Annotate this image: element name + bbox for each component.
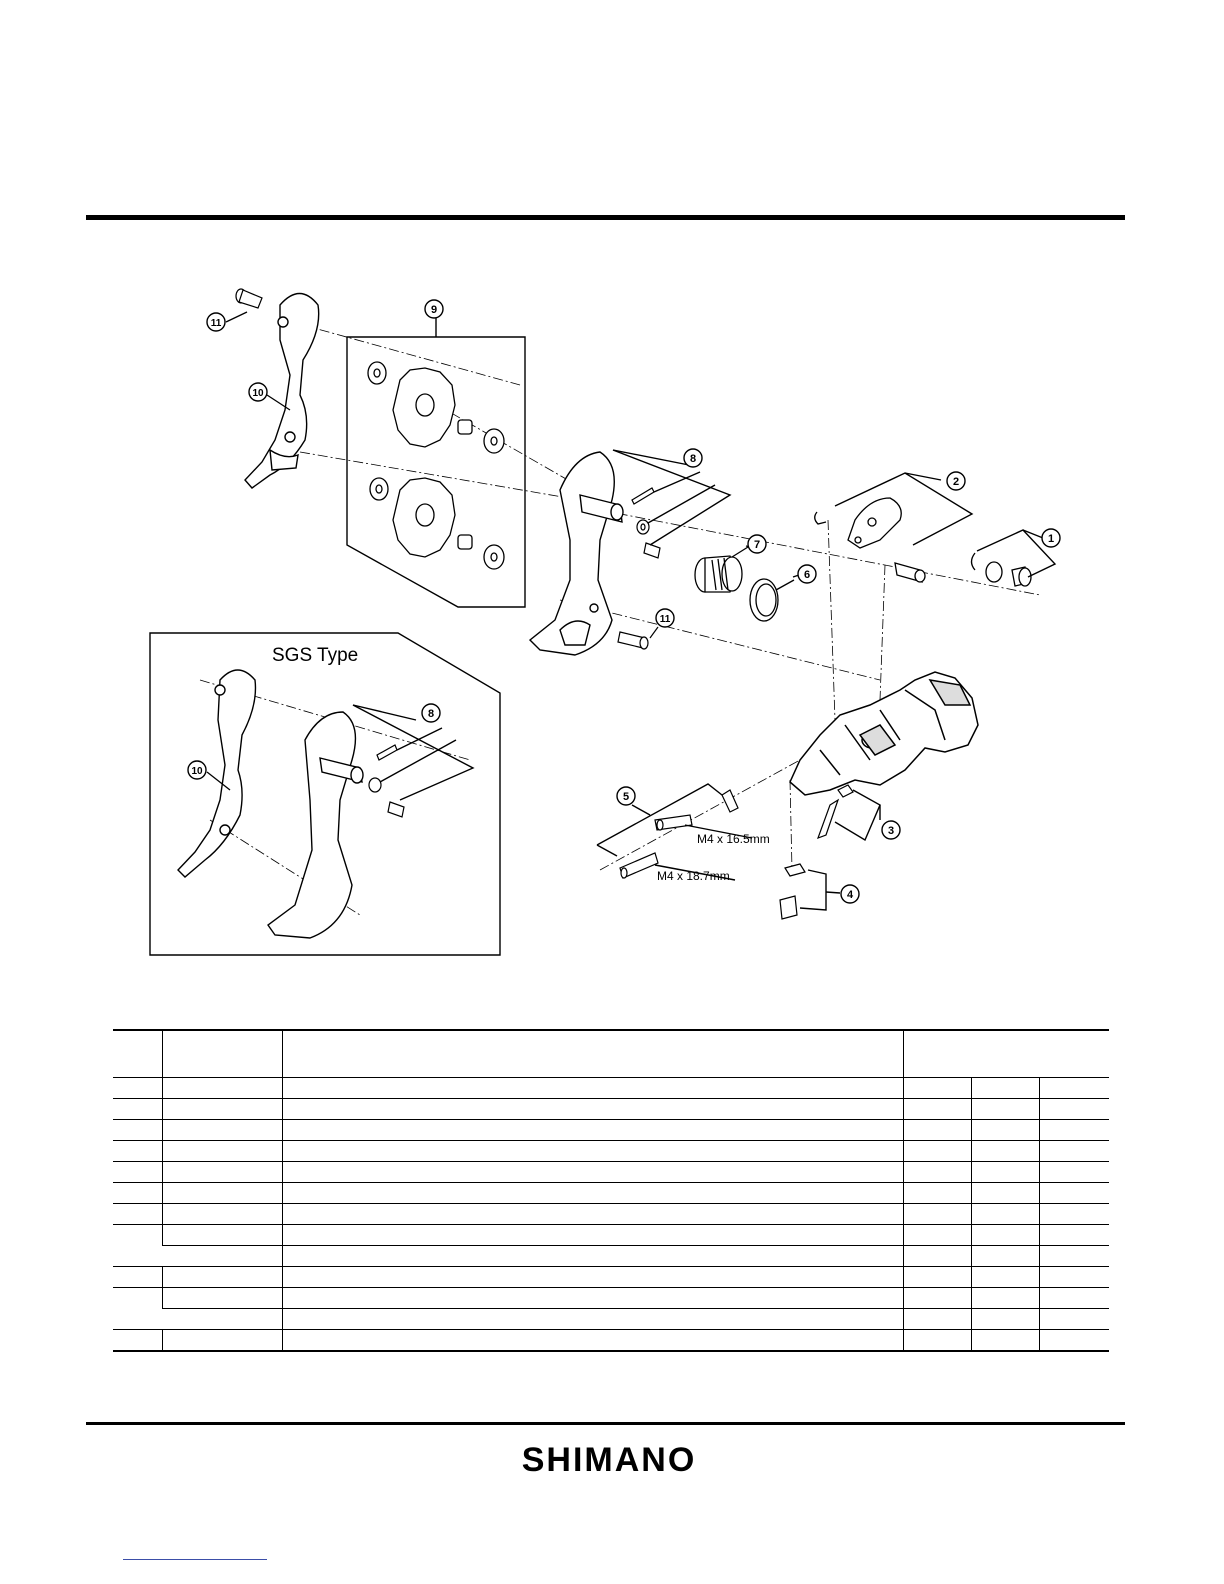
svg-text:11: 11 (659, 614, 671, 625)
pin-bolt-top (236, 289, 262, 308)
callout-7 (748, 535, 766, 553)
svg-text:5: 5 (622, 791, 630, 803)
svg-text:4: 4 (846, 889, 854, 901)
svg-text:SHIMANO: SHIMANO (521, 1441, 697, 1476)
table-row (113, 1288, 1109, 1309)
callout-bracket-8 (613, 450, 730, 545)
sgs-fixing-screws (369, 745, 404, 817)
svg-text:9: 9 (430, 304, 438, 316)
svg-text:10: 10 (252, 388, 264, 399)
callout-2 (947, 472, 965, 490)
pulley-lower (370, 478, 504, 569)
svg-text:1: 1 (1047, 533, 1055, 545)
callout-11-top (207, 313, 225, 331)
table-row (113, 1183, 1109, 1204)
table-row (113, 1099, 1109, 1120)
table-row (113, 1204, 1109, 1225)
footer-link-underline[interactable] (123, 1559, 267, 1560)
table-row (113, 1078, 1109, 1099)
sgs-inner-plate (268, 712, 363, 938)
tension-spring (695, 547, 748, 592)
table-row (113, 1309, 1109, 1330)
svg-text:7: 7 (753, 539, 761, 551)
end-adjust-bolt-unit (780, 864, 805, 919)
svg-text:8: 8 (689, 453, 697, 465)
callout-10 (249, 383, 267, 401)
parts-list-table (113, 1029, 1109, 1352)
pulley-upper (368, 362, 504, 453)
table-row (113, 1120, 1109, 1141)
callout-8-sgs (422, 704, 440, 722)
pin-bolt-lower (618, 627, 658, 649)
svg-text:10: 10 (191, 766, 203, 777)
sgs-type-title: SGS Type (272, 645, 359, 666)
callout-11-lower (656, 609, 674, 627)
svg-text:8: 8 (427, 708, 435, 720)
svg-text:6: 6 (803, 569, 811, 581)
svg-text:11: 11 (210, 318, 222, 329)
callout-1 (1042, 529, 1060, 547)
inner-plate (530, 452, 623, 655)
derailleur-body (790, 672, 978, 795)
bolt-size-label-18-7: M4 x 18.7mm (657, 869, 730, 883)
table-row (113, 1162, 1109, 1183)
svg-text:2: 2 (952, 476, 960, 488)
bush-ring (750, 579, 794, 621)
table-row (113, 1267, 1109, 1288)
callout-bracket-4 (800, 870, 840, 910)
bolt-size-label-16-5: M4 x 16.5mm (697, 832, 770, 846)
table-row (113, 1330, 1109, 1352)
callout-3 (882, 821, 900, 839)
callout-6 (798, 565, 816, 583)
b-axle-unit (815, 498, 925, 582)
svg-text:3: 3 (887, 825, 895, 837)
table-row (113, 1225, 1109, 1246)
bottom-rule (86, 1422, 1125, 1425)
table-header-row (113, 1030, 1109, 1078)
table-row (113, 1246, 1109, 1267)
callout-4 (841, 885, 859, 903)
callout-10-sgs (188, 761, 206, 779)
callout-8 (684, 449, 702, 467)
callout-5 (617, 787, 635, 805)
table-row (113, 1141, 1109, 1162)
callout-9 (425, 300, 443, 318)
fixing-bolt-unit (972, 553, 1032, 586)
shimano-logo (504, 1440, 714, 1476)
callout-bracket-3 (835, 790, 880, 840)
plate-fixing-screws (632, 488, 660, 558)
